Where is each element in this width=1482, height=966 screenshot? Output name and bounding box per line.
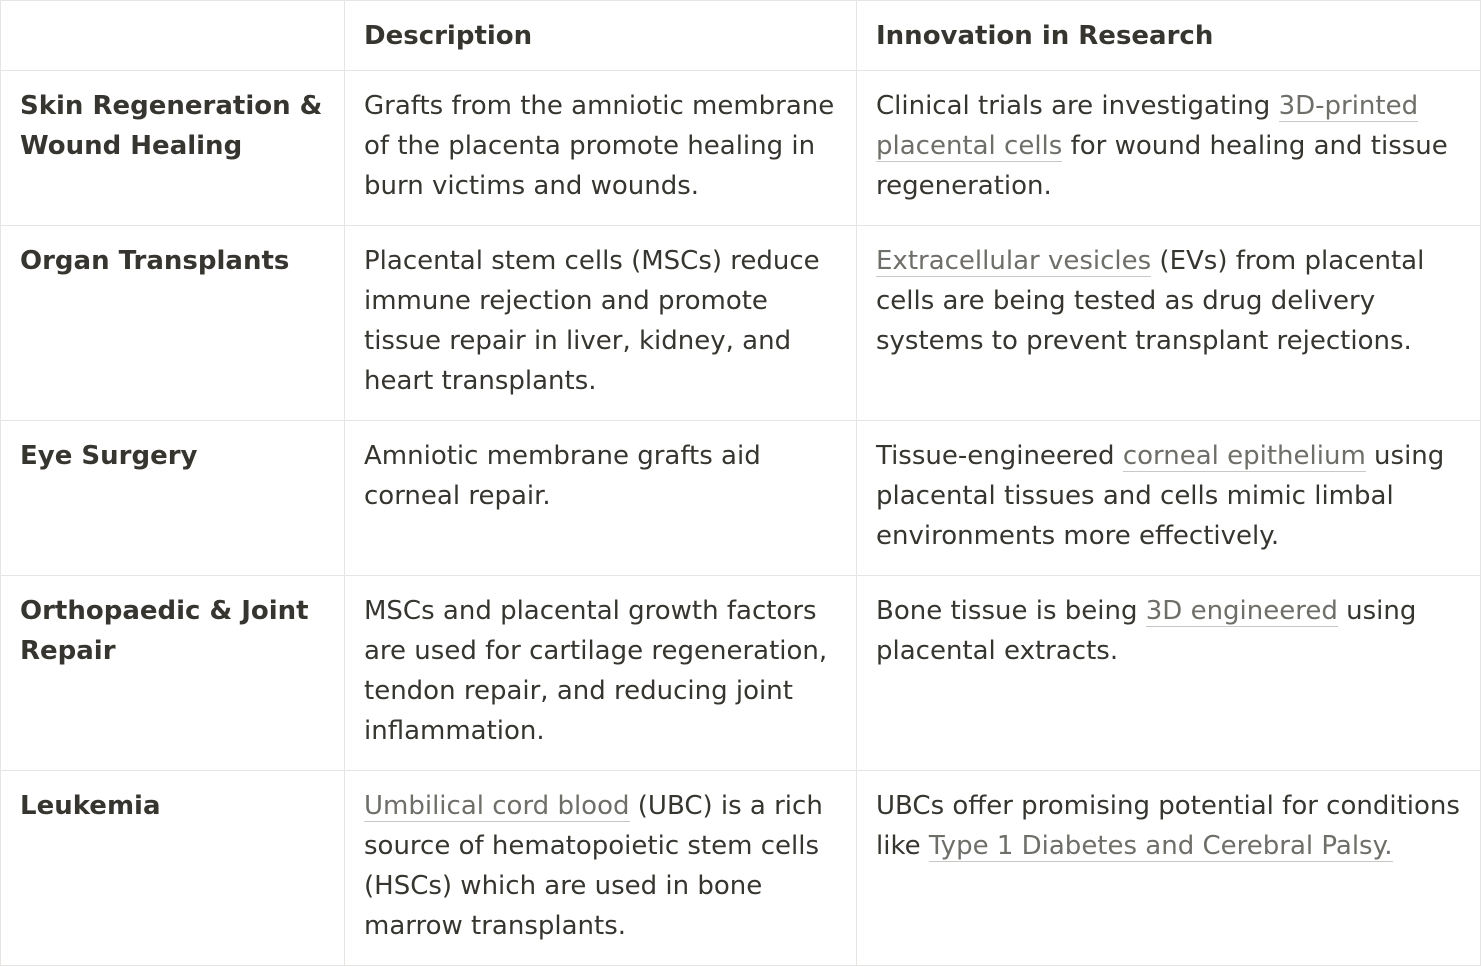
innovation-cell <box>857 771 1481 966</box>
table-row <box>1 226 1481 421</box>
innovation-text-after: using placental tissues and cells mimic limbal environments more effectively. <box>876 441 1445 551</box>
innovation-link[interactable]: 3D-printed placental cells <box>876 91 1419 161</box>
row-label: Skin Regeneration & Wound Healing <box>1 71 345 226</box>
innovation-text-before: Clinical trials are investigating <box>876 91 1279 121</box>
header-description: Description <box>345 1 857 71</box>
description-text-after: (UBC) is a rich source of hematopoietic stem cells (HSCs) which are used in bone marrow transplants. <box>364 791 823 941</box>
table-row <box>1 771 1481 966</box>
row-label: Organ Transplants <box>1 226 345 421</box>
table-row <box>1 71 1481 226</box>
header-corner-cell <box>1 1 345 71</box>
description-cell: Placental stem cells (MSCs) reduce immune rejection and promote tissue repair in liver, kidney, and heart transplants. <box>345 226 857 421</box>
description-cell: MSCs and placental growth factors are used for cartilage regeneration, tendon repair, and reducing joint inflammation. <box>345 576 857 771</box>
row-label: Orthopaedic & Joint Repair <box>1 576 345 771</box>
innovation-link[interactable]: 3D engineered <box>1145 596 1338 626</box>
header-innovation: Innovation in Research <box>857 1 1481 71</box>
innovation-text-after: for wound healing and tissue regeneration. <box>876 131 1448 201</box>
description-cell: Grafts from the amniotic membrane of the placenta promote healing in burn victims and wounds. <box>345 71 857 226</box>
innovation-cell <box>857 226 1481 421</box>
innovation-text-after: (EVs) from placental cells are being tested as drug delivery systems to prevent transplant rejections. <box>876 246 1425 356</box>
table-row <box>1 576 1481 771</box>
table-row <box>1 421 1481 576</box>
innovation-link[interactable]: Type 1 Diabetes and Cerebral Palsy. <box>928 831 1393 861</box>
header-row <box>1 1 1481 71</box>
innovation-text-after: using placental extracts. <box>876 596 1417 666</box>
innovation-text-before: Tissue-engineered <box>876 441 1123 471</box>
innovation-cell <box>857 71 1481 226</box>
innovation-cell <box>857 576 1481 771</box>
row-label: Leukemia <box>1 771 345 966</box>
description-link[interactable]: Umbilical cord blood <box>364 791 630 821</box>
description-cell: Amniotic membrane grafts aid corneal repair. <box>345 421 857 576</box>
description-cell <box>345 771 857 966</box>
innovation-cell <box>857 421 1481 576</box>
innovation-link[interactable]: corneal epithelium <box>1122 441 1366 471</box>
innovation-text-before: Bone tissue is being <box>876 596 1146 626</box>
innovation-text-before: UBCs offer promising potential for conditions like <box>876 791 1460 861</box>
innovation-link[interactable]: Extracellular vesicles <box>876 246 1152 276</box>
row-label: Eye Surgery <box>1 421 345 576</box>
